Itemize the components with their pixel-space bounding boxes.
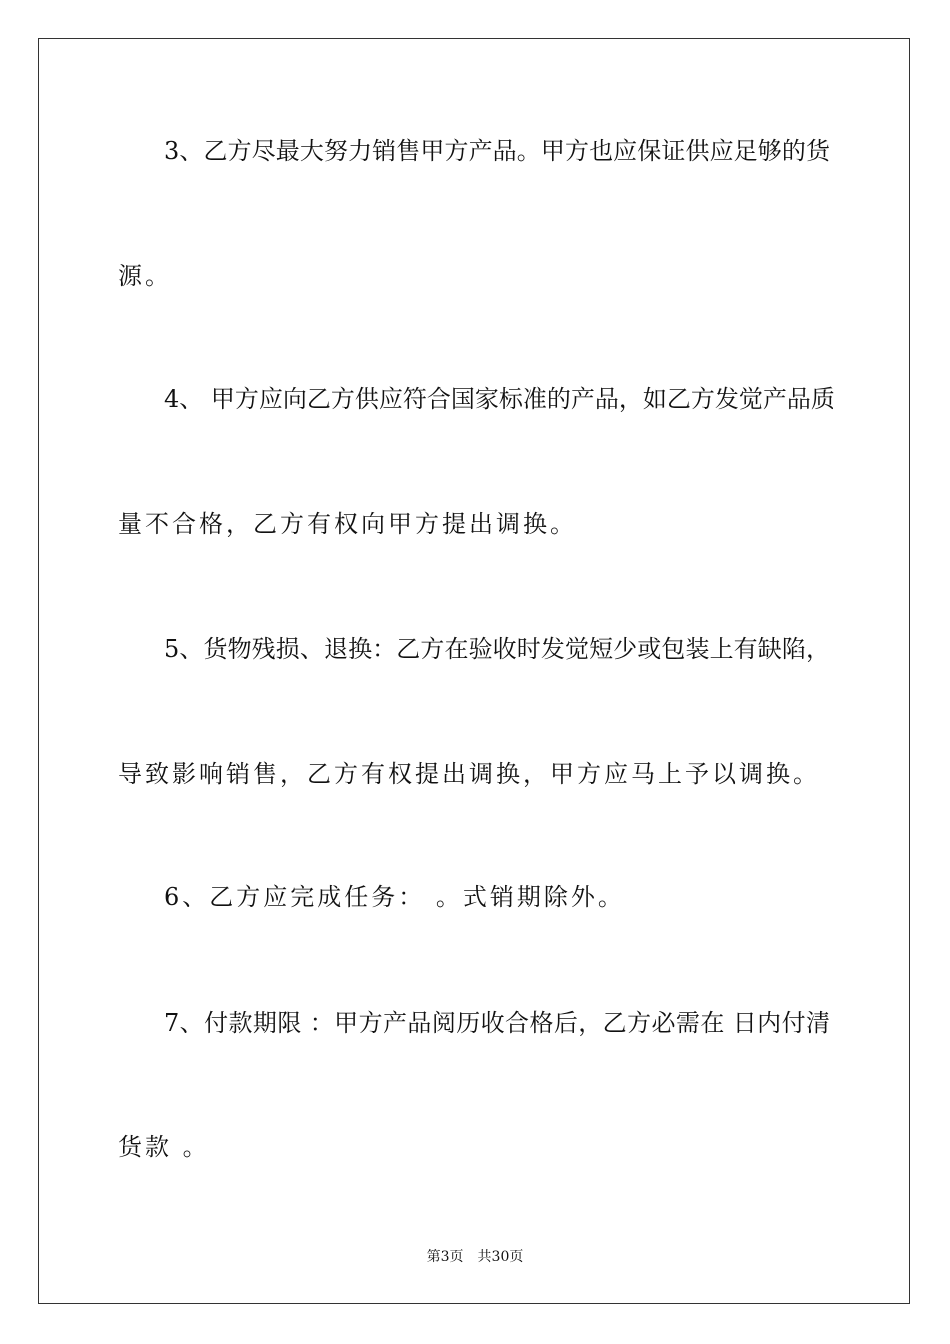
clause-3-line-2: 源。 — [118, 262, 172, 290]
clause-7-line-2: 货款 。 — [118, 1133, 210, 1161]
clause-4-line-2: 量不合格，乙方有权向甲方提出调换。 — [118, 510, 577, 538]
clause-4-line-1: 4、 甲方应向乙方供应符合国家标准的产品，如乙方发觉产品质 — [164, 385, 835, 413]
document-page — [38, 38, 910, 1304]
clause-5-line-1: 5、货物残损、退换：乙方在验收时发觉短少或包装上有缺陷， — [164, 635, 830, 663]
clause-3-line-1: 3、乙方尽最大努力销售甲方产品。甲方也应保证供应足够的货 — [164, 137, 830, 165]
page-number-footer: 第3页 共30页 — [426, 1249, 524, 1265]
clause-7-line-1: 7、付款期限 ：甲方产品阅历收合格后，乙方必需在 日内付清 — [164, 1009, 830, 1037]
clause-6-line-1: 6、乙方应完成任务： 。式销期除外。 — [164, 883, 625, 911]
clause-5-line-2: 导致影响销售，乙方有权提出调换，甲方应马上予以调换。 — [118, 760, 820, 788]
